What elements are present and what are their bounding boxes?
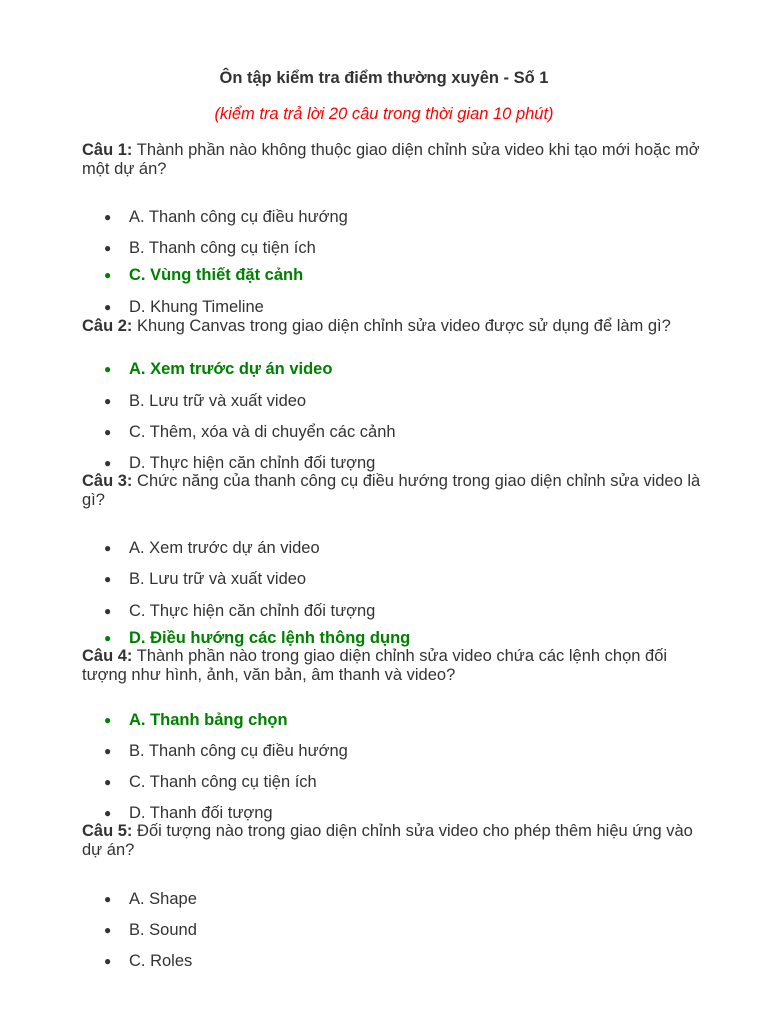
bullet-icon: ●: [104, 806, 112, 820]
bullet-icon: ●: [104, 268, 112, 282]
option-text: C. Vùng thiết đặt cảnh: [129, 266, 304, 284]
bullet-icon: ●: [104, 923, 112, 937]
question-label: Câu 4:: [82, 647, 133, 665]
question-3-option-b: [104, 568, 704, 590]
option-text: B. Lưu trữ và xuất video: [129, 392, 307, 410]
page-title: Ôn tập kiểm tra điểm thường xuyên - Số 1: [219, 69, 549, 87]
bullet-icon: ●: [104, 210, 112, 224]
question-4-option-a: [104, 709, 704, 731]
question-1-option-d: [104, 296, 704, 318]
question-label: Câu 1:: [82, 141, 133, 159]
bullet-icon: ●: [104, 541, 112, 555]
question-5-option-a: [104, 888, 704, 910]
question-5-option-c: [104, 950, 704, 972]
question-text: Đối tượng nào trong giao diện chỉnh sửa video cho phép thêm hiệu ứng vào dự án?: [82, 822, 693, 859]
question-4-option-d: [104, 802, 704, 824]
bullet-icon: ●: [104, 394, 112, 408]
option-text: D. Thực hiện căn chỉnh đối tượng: [129, 454, 376, 472]
question-1-option-b: [104, 237, 704, 259]
option-text: B. Thanh công cụ điều hướng: [129, 742, 348, 760]
question-2-option-b: [104, 390, 704, 412]
bullet-icon: ●: [104, 954, 112, 968]
question-2-option-a: [104, 358, 704, 380]
option-text: A. Shape: [129, 890, 197, 908]
bullet-icon: ●: [104, 456, 112, 470]
option-text: B. Lưu trữ và xuất video: [129, 570, 307, 588]
option-text: C. Thêm, xóa và di chuyển các cảnh: [129, 423, 396, 441]
question-1-option-c: [104, 264, 704, 286]
option-text: C. Thực hiện căn chỉnh đối tượng: [129, 602, 376, 620]
question-label: Câu 2:: [82, 317, 133, 335]
question-2-option-c: [104, 421, 704, 443]
question-2-option-d: [104, 452, 704, 474]
question-3-option-d: [104, 627, 704, 649]
bullet-icon: ●: [104, 744, 112, 758]
bullet-icon: ●: [104, 604, 112, 618]
bullet-icon: ●: [104, 362, 112, 376]
option-text: D. Khung Timeline: [129, 298, 264, 316]
option-text: A. Xem trước dự án video: [129, 360, 333, 378]
bullet-icon: ●: [104, 713, 112, 727]
bullet-icon: ●: [104, 300, 112, 314]
question-text: Thành phần nào trong giao diện chỉnh sửa video chứa các lệnh chọn đối tượng như hình, ảnh, văn bản, âm thanh và video?: [82, 647, 668, 684]
option-text: D. Thanh đối tượng: [129, 804, 273, 822]
question-text: Chức năng của thanh công cụ điều hướng trong giao diện chỉnh sửa video là gì?: [82, 472, 701, 509]
question-5: [82, 822, 712, 860]
question-1-option-a: [104, 206, 704, 228]
question-5-option-b: [104, 919, 704, 941]
question-text: Khung Canvas trong giao diện chỉnh sửa video được sử dụng để làm gì?: [137, 317, 671, 335]
question-4-option-b: [104, 740, 704, 762]
option-text: D. Điều hướng các lệnh thông dụng: [129, 629, 411, 647]
option-text: B. Thanh công cụ tiện ích: [129, 239, 316, 257]
question-text: Thành phần nào không thuộc giao diện chỉnh sửa video khi tạo mới hoặc mở một dự án?: [82, 141, 700, 178]
bullet-icon: ●: [104, 631, 112, 645]
question-3-option-a: [104, 537, 704, 559]
option-text: C. Roles: [129, 952, 193, 970]
option-text: A. Thanh công cụ điều hướng: [129, 208, 348, 226]
question-4: [82, 647, 712, 685]
option-text: B. Sound: [129, 921, 197, 939]
bullet-icon: ●: [104, 775, 112, 789]
page-subtitle: (kiểm tra trả lời 20 câu trong thời gian 10 phút): [214, 105, 554, 123]
question-2: [82, 317, 712, 336]
option-text: A. Xem trước dự án video: [129, 539, 320, 557]
question-4-option-c: [104, 771, 704, 793]
question-3-option-c: [104, 600, 704, 622]
bullet-icon: ●: [104, 425, 112, 439]
option-text: C. Thanh công cụ tiện ích: [129, 773, 317, 791]
question-label: Câu 5:: [82, 822, 133, 840]
bullet-icon: ●: [104, 892, 112, 906]
question-3: [82, 472, 712, 510]
question-1: [82, 141, 712, 179]
bullet-icon: ●: [104, 241, 112, 255]
question-label: Câu 3:: [82, 472, 133, 490]
option-text: A. Thanh bảng chọn: [129, 711, 288, 729]
bullet-icon: ●: [104, 572, 112, 586]
